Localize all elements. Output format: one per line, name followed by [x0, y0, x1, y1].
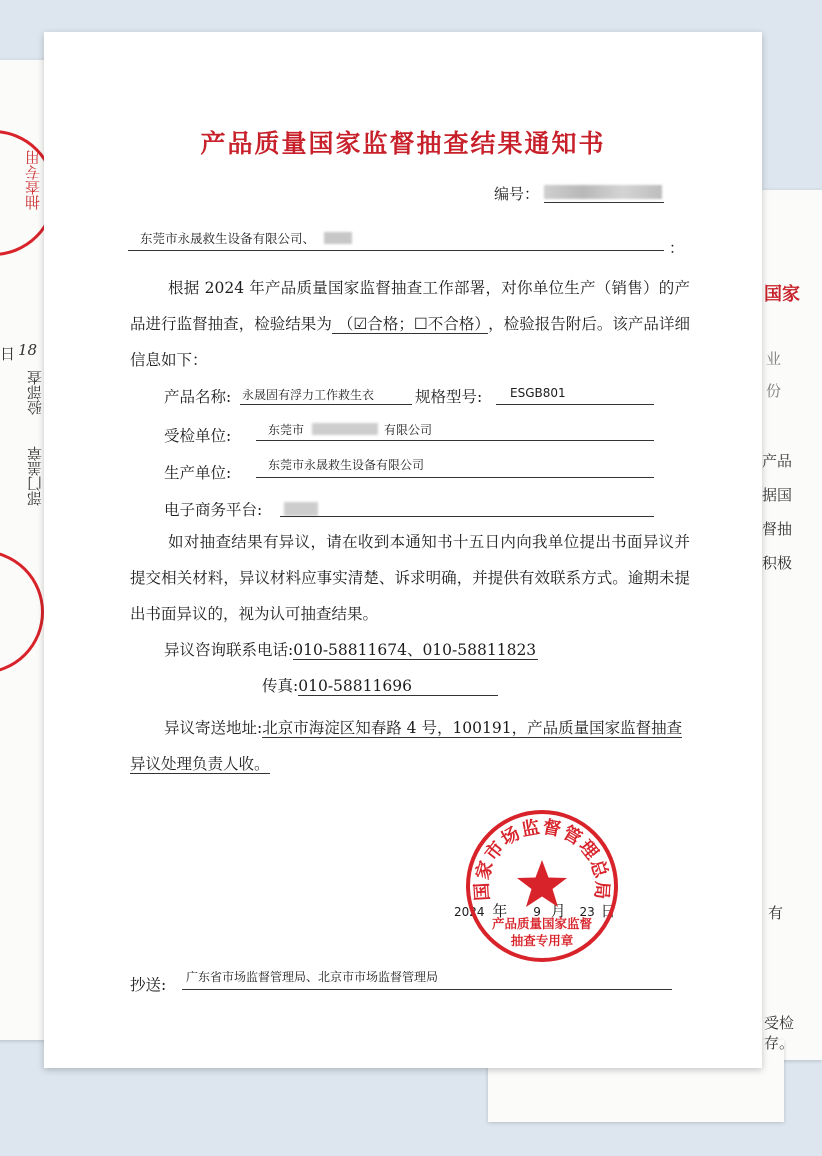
ecommerce-platform-label: 电子商务平台:	[164, 501, 263, 519]
background-text: 据国	[762, 486, 793, 504]
product-name-label: 产品名称:	[164, 388, 232, 406]
address-label: 异议寄送地址:	[164, 719, 263, 737]
background-text: 部门盖章	[26, 446, 44, 506]
cc-underline	[182, 989, 672, 990]
body-p1-prefix: 根据 2024 年产品质量国家监督抽查工作部署，对你单位生产（销售）的产品进行监督抽查，检验结果为	[130, 279, 690, 333]
recipient-colon: ：	[669, 239, 685, 257]
background-sheet-left	[0, 60, 50, 1040]
inspection-result: （☑合格；☐不合格）	[332, 315, 488, 334]
background-text: 份	[766, 382, 782, 400]
contact-phone-value: 010-58811674、010-58811823	[293, 641, 537, 659]
notice-document	[44, 32, 762, 1068]
official-seal	[464, 808, 620, 964]
body-paragraph-2: 如对抽查结果有异议，请在收到本通知书十五日内向我单位提出书面异议并提交相关材料，异议材料应事实清楚、诉求明确，并提供有效联系方式。逾期未提出书面异议的，视为认可抽查结果。	[130, 533, 690, 623]
date-year: 2024	[454, 905, 485, 919]
ecommerce-platform-underline	[280, 516, 654, 517]
contact-phone-row	[164, 638, 538, 660]
inspected-unit-redacted	[312, 423, 378, 435]
body-paragraph-1	[130, 270, 690, 378]
model-underline	[496, 404, 654, 405]
objection-address	[130, 710, 690, 782]
producer-underline	[256, 477, 654, 478]
model-value: ESGB801	[510, 386, 566, 400]
background-text: 积极	[762, 554, 793, 572]
background-text: 业	[766, 350, 782, 368]
fax-row	[262, 674, 498, 696]
producer-value: 东莞市永晟救生设备有限公司	[268, 458, 425, 472]
serial-number-redacted	[544, 185, 662, 199]
date-year-unit: 年	[492, 902, 508, 920]
background-text: 受检	[764, 1014, 795, 1032]
seal-inner-line-1: 产品质量国家监督	[491, 916, 593, 931]
background-text: 有	[768, 904, 784, 922]
contact-phone-label: 异议咨询联系电话:	[164, 641, 294, 659]
cc-recipients: 广东省市场监督管理局、北京市市场监督管理局	[186, 970, 439, 984]
cc-label: 抄送:	[130, 976, 167, 994]
background-text: 国家	[764, 284, 800, 305]
inspected-unit-suffix: 有限公司	[384, 423, 433, 437]
date-day: 23	[579, 905, 595, 919]
background-text: 验部查	[26, 370, 44, 415]
background-text: 产品	[762, 452, 793, 470]
fax-value: 010-58811696	[298, 677, 498, 696]
inspected-unit-label: 受检单位:	[164, 427, 232, 445]
seal-inner-line-2: 抽查专用章	[510, 933, 574, 948]
recipient-underline	[128, 250, 664, 251]
ecommerce-platform-redacted	[284, 502, 318, 516]
serial-number-label: 编号：	[494, 185, 540, 203]
body-p1-suffix: ，检验报告附后。该产品详细信息如下：	[130, 315, 690, 369]
product-name-value: 永晟固有浮力工作救生衣	[242, 388, 375, 402]
background-text: 督抽	[762, 520, 793, 538]
date-month: 9	[533, 905, 541, 919]
seal-star-icon	[517, 860, 567, 907]
background-text: 抽查专用	[24, 150, 42, 210]
date-month-unit: 月	[550, 902, 566, 920]
background-seal-fragment	[0, 550, 44, 674]
product-name-underline	[240, 404, 412, 405]
fax-label: 传真:	[262, 677, 299, 695]
producer-label: 生产单位:	[164, 464, 232, 482]
background-sheet-right	[762, 190, 822, 1060]
seal-outer-text: 国家市场监督管理总局	[471, 816, 613, 902]
recipient-redacted	[324, 232, 352, 244]
background-text: 日	[0, 345, 16, 363]
background-text: 18	[18, 341, 38, 359]
inspected-unit-prefix: 东莞市	[268, 423, 305, 437]
model-label: 规格型号:	[415, 388, 483, 406]
document-title: 产品质量国家监督抽查结果通知书	[200, 129, 606, 158]
inspected-unit-underline	[256, 440, 654, 441]
background-text: 存。	[764, 1034, 795, 1052]
recipient-name: 东莞市永晟救生设备有限公司、	[140, 231, 316, 246]
serial-number-underline	[544, 202, 664, 203]
address-value: 北京市海淀区知春路 4 号，100191，产品质量国家监督抽查异议处理负责人收。	[130, 719, 683, 773]
date-day-unit: 日	[600, 902, 616, 920]
